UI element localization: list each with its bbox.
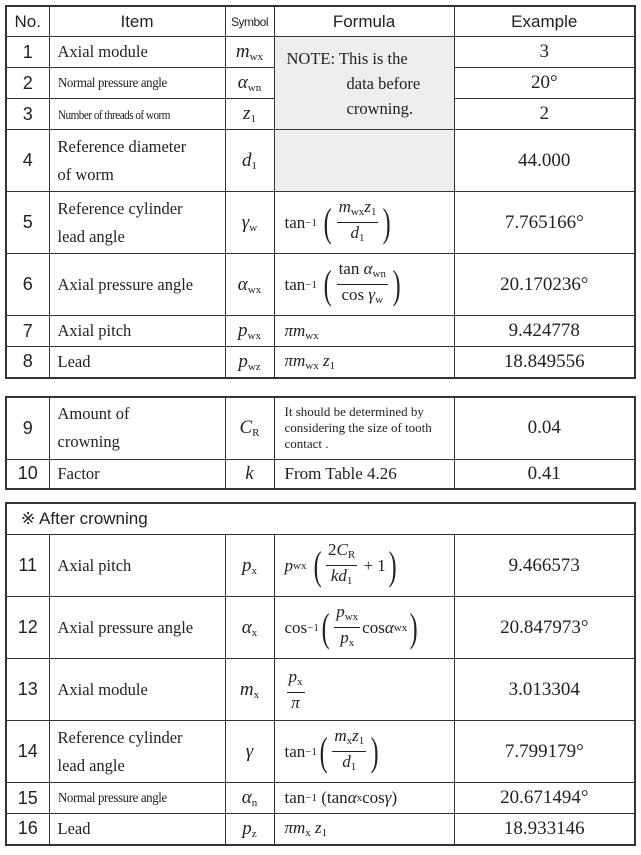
- symbol-cell: $p_x$: [225, 535, 274, 597]
- row-number: 12: [6, 597, 49, 659]
- item-cell: Lead: [49, 347, 225, 378]
- table-row: [6, 347, 635, 378]
- header-example: Example: [454, 6, 635, 37]
- example-cell: 18.849556: [454, 347, 635, 378]
- crowning-table: [5, 396, 636, 490]
- item-cell: [49, 192, 225, 254]
- item-line: Reference cylinder: [57, 727, 183, 747]
- row-number: 15: [6, 783, 49, 814]
- row-number: 7: [6, 316, 49, 347]
- symbol-cell: $p_{wx}$: [225, 316, 274, 347]
- item-cell: Factor: [49, 459, 225, 489]
- example-cell: 9.466573: [454, 535, 635, 597]
- item-cell: Axial pitch: [49, 535, 225, 597]
- item-line: lead angle: [57, 755, 125, 775]
- symbol-cell: $\gamma_w$: [225, 192, 274, 254]
- item-line: of worm: [57, 164, 114, 184]
- item-line: lead angle: [57, 226, 125, 246]
- symbol-cell: $p_z$: [225, 814, 274, 845]
- symbol-cell: $\alpha_n$: [225, 783, 274, 814]
- table-row: [6, 459, 635, 489]
- note-line: NOTE: This is the: [286, 48, 408, 68]
- item-cell: Axial module: [49, 37, 225, 68]
- header-symbol: Symbol: [225, 6, 274, 37]
- header-formula: Formula: [274, 6, 454, 37]
- formula-cell: $\pi m_{wx}$: [274, 316, 454, 347]
- example-cell: 20.170236°: [454, 254, 635, 316]
- item-cell: Axial pressure angle: [49, 254, 225, 316]
- item-cell: Normal pressure angle: [57, 76, 167, 91]
- row-number: 8: [6, 347, 49, 378]
- symbol-cell: $p_{wz}$: [225, 347, 274, 378]
- example-cell: 20.671494°: [454, 783, 635, 814]
- example-cell: 7.765166°: [454, 192, 635, 254]
- item-line: Reference diameter: [57, 136, 187, 156]
- table-row: [6, 721, 635, 783]
- row-number: 10: [6, 459, 49, 489]
- note-cell-continued: [274, 130, 454, 192]
- formula-cell: From Table 4.26: [274, 459, 454, 489]
- example-cell: 20°: [454, 68, 635, 99]
- symbol-cell: $m_x$: [225, 659, 274, 721]
- item-line: Amount of: [57, 404, 130, 424]
- row-number: 16: [6, 814, 49, 845]
- symbol-cell: γ: [225, 721, 274, 783]
- formula-cell: p wx ( $\frac{2C_R}{kd_1}$ + 1 ): [274, 535, 454, 597]
- example-cell: 2: [454, 99, 635, 130]
- row-number: 14: [6, 721, 49, 783]
- formula-cell: $\pi m_{wx}$ $z_1$: [274, 347, 454, 378]
- table-row: [6, 397, 635, 459]
- row-number: 13: [6, 659, 49, 721]
- table-row: [6, 597, 635, 659]
- item-line: crowning: [57, 432, 120, 452]
- item-cell: Number of threads of worm: [57, 106, 170, 122]
- symbol-cell: k: [225, 459, 274, 489]
- table-row: [6, 130, 635, 192]
- item-cell: Axial module: [49, 659, 225, 721]
- formula-func: tan: [284, 212, 306, 232]
- row-number: 5: [6, 192, 49, 254]
- row-number: 1: [6, 37, 49, 68]
- symbol-cell: $d_1$: [225, 130, 274, 192]
- symbol-cell: $\alpha_{wx}$: [225, 254, 274, 316]
- table-row: [6, 535, 635, 597]
- symbol-cell: $m_{wx}$: [225, 37, 274, 68]
- formula-cell: tan −1 ( $\frac{m_{wx}z_1}{d_1}$ ): [274, 192, 454, 254]
- item-cell: Lead: [49, 814, 225, 845]
- note-line: crowning.: [346, 98, 413, 118]
- formula-cell: It should be determined by considering the size of tooth contact .: [274, 397, 454, 459]
- formula-cell: tan −1 (tan α x cos γ ): [274, 783, 454, 814]
- section-row: [6, 503, 635, 535]
- table-row: [6, 37, 635, 68]
- row-number: 9: [6, 397, 49, 459]
- formula-cell: $\frac{p_x}{\pi}$: [274, 659, 454, 721]
- header-item: Item: [49, 6, 225, 37]
- formula-cell: cos −1 ( $\frac{p_{wx}}{p_x}$ cos α wx ): [274, 597, 454, 659]
- example-cell: 0.41: [454, 459, 635, 489]
- example-cell: 3: [454, 37, 635, 68]
- row-number: 11: [6, 535, 49, 597]
- formula-cell: tan −1 ( $\frac{m_xz_1}{d_1}$ ): [274, 721, 454, 783]
- example-cell: 44.000: [454, 130, 635, 192]
- table-row: [6, 254, 635, 316]
- example-cell: 20.847973°: [454, 597, 635, 659]
- symbol-cell: $C_R$: [225, 397, 274, 459]
- example-cell: 9.424778: [454, 316, 635, 347]
- example-cell: 0.04: [454, 397, 635, 459]
- row-number: 3: [6, 99, 49, 130]
- row-number: 2: [6, 68, 49, 99]
- symbol-cell: $z_1$: [225, 99, 274, 130]
- table-row: [6, 316, 635, 347]
- item-cell: [49, 397, 225, 459]
- example-cell: 18.933146: [454, 814, 635, 845]
- table-row: [6, 783, 635, 814]
- table-row: [6, 192, 635, 254]
- row-number: 4: [6, 130, 49, 192]
- header-no: No.: [6, 6, 49, 37]
- formula-func: cos: [284, 617, 308, 637]
- item-cell: [49, 721, 225, 783]
- item-cell: [49, 130, 225, 192]
- item-cell: Axial pressure angle: [49, 597, 225, 659]
- item-cell: Axial pitch: [49, 316, 225, 347]
- row-number: 6: [6, 254, 49, 316]
- table-row: [6, 814, 635, 845]
- header-row: [6, 6, 635, 37]
- symbol-cell: $\alpha_x$: [225, 597, 274, 659]
- formula-cell: $\pi m_x$ $z_1$: [274, 814, 454, 845]
- item-cell: Normal pressure angle: [57, 791, 167, 806]
- worm-data-table: [5, 5, 636, 379]
- item-line: Reference cylinder: [57, 198, 183, 218]
- note-cell: [274, 37, 454, 130]
- example-cell: 3.013304: [454, 659, 635, 721]
- example-cell: 7.799179°: [454, 721, 635, 783]
- section-title: ※ After crowning: [6, 503, 635, 535]
- symbol-cell: $\alpha_{wn}$: [225, 68, 274, 99]
- note-line: data before: [346, 73, 421, 93]
- table-row: [6, 659, 635, 721]
- formula-func: tan: [284, 741, 306, 761]
- formula-func: tan: [284, 788, 306, 807]
- formula-cell: tan −1 ( $\frac{\tan \alpha_{wn}}{\cos \gamma_w}$ ): [274, 254, 454, 316]
- after-crowning-table: [5, 502, 636, 846]
- formula-func: tan: [284, 274, 306, 294]
